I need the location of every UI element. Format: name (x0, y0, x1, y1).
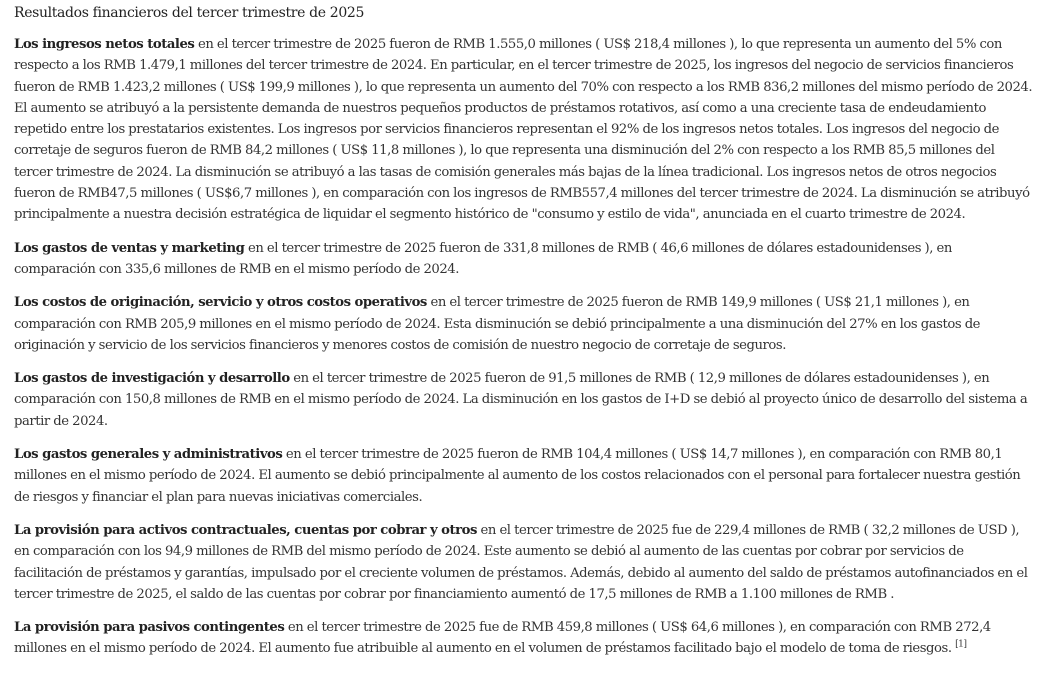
paragraph-lead: Los gastos generales y administrativos (14, 447, 283, 463)
paragraph-general-administrative (14, 444, 1033, 508)
paragraph-body: en el tercer trimestre de 2025 fue de 229,4 millones de RMB ( 32,2 millones de USD ), en comparación con los 94,9 millones de RMB del mismo período de 2024. Este aumento se debió al aumento de las cuentas por cobrar por servicios de facilitación de préstamos y garantías, impulsado por el creciente volumen de préstamos. Además, debido al aumento del saldo de préstamos autofinanciados en el tercer trimestre de 2025, el saldo de las cuentas por cobrar por financiamiento aumentó de 17,5 millones de RMB a 1.100 millones de RMB . (14, 522, 1028, 602)
section-title: Resultados financieros del tercer trimestre de 2025 (14, 5, 365, 21)
paragraph-lead: Los gastos de ventas y marketing (14, 240, 245, 256)
paragraph-origination-costs (14, 292, 1033, 356)
paragraph-lead: Los gastos de investigación y desarrollo (14, 371, 290, 387)
paragraph-body: en el tercer trimestre de 2025 fueron de RMB 1.555,0 millones ( US$ 218,4 millones ), lo que representa un aumento del 5% con respecto a los RMB 1.479,1 millones del tercer trimestre de 2024. En particular, en el tercer trimestre de 2025, los ingresos del negocio de servicios financieros fueron de RMB 1.423,2 millones ( US$ 199,9 millones ), lo que representa un aumento del 70% con respecto a los RMB 836,2 millones del mismo período de 2024. El aumento se atribuyó a la persistente demanda de nuestros pequeños productos de préstamos rotativos, así como a una creciente tasa de endeudamiento repetido entre los prestatarios existentes. Los ingresos por servicios financieros representan el 92% de los ingresos netos totales. Los ingresos del negocio de corretaje de seguros fueron de RMB 84,2 millones ( US$ 11,8 millones ), lo que representa una disminución del 2% con respecto a los RMB 85,5 millones del tercer trimestre de 2024. La disminución se atribuyó a las tasas de comisión generales más bajas de la línea tradicional. Los ingresos netos de otros negocios fueron de RMB47,5 millones ( US$6,7 millones ), en comparación con los ingresos de RMB557,4 millones del tercer trimestre de 2024. La disminución se atribuyó principalmente a nuestra decisión estratégica de liquidar el segmento histórico de "consumo y estilo de vida", anunciada en el cuarto trimestre de 2024. (14, 37, 1033, 223)
paragraph-sales-marketing (14, 238, 1033, 281)
paragraph-body: en el tercer trimestre de 2025 fueron de 331,8 millones de RMB ( 46,6 millones de dólares estadounidenses ), en comparación con 335,6 millones de RMB en el mismo período de 2024. (14, 240, 952, 277)
paragraph-body: en el tercer trimestre de 2025 fueron de 91,5 millones de RMB ( 12,9 millones de dólares estadounidenses ), en comparación con 150,8 millones de RMB en el mismo período de 2024. La disminución en los gastos de I+D se debió al proyecto único de desarrollo del sistema a partir de 2024. (14, 371, 1028, 429)
paragraph-provision-contract-assets (14, 520, 1033, 605)
paragraph-lead: Los costos de originación, servicio y otros costos operativos (14, 295, 427, 311)
paragraph-lead: La provisión para pasivos contingentes (14, 620, 285, 636)
paragraph-research-development (14, 368, 1033, 432)
paragraph-provision-contingent-liabilities (14, 617, 1033, 660)
paragraph-lead: La provisión para activos contractuales, cuentas por cobrar y otros (14, 522, 477, 538)
footnote-reference-link[interactable]: [1] (955, 640, 967, 651)
paragraph-body: en el tercer trimestre de 2025 fue de RMB 459,8 millones ( US$ 64,6 millones ), en comparación con RMB 272,4 millones en el mismo período de 2024. El aumento fue atribuible al aumento en el volumen de préstamos facilitado bajo el modelo de toma de riesgos. (14, 620, 991, 657)
paragraph-body: en el tercer trimestre de 2025 fueron de RMB 149,9 millones ( US$ 21,1 millones ), en comparación con RMB 205,9 millones en el mismo período de 2024. Esta disminución se debió principalmente a una disminución del 27% en los gastos de originación y servicio de los servicios financieros y menores costos de comisión de nuestro negocio de corretaje de seguros. (14, 295, 981, 353)
paragraph-body: en el tercer trimestre de 2025 fueron de RMB 104,4 millones ( US$ 14,7 millones ), en comparación con RMB 80,1 millones en el mismo período de 2024. El aumento se debió principalmente al aumento de los costos relacionados con el personal para fortalecer nuestra gestión de riesgos y financiar el plan para nuevas iniciativas comerciales. (14, 447, 1021, 505)
paragraph-lead: Los ingresos netos totales (14, 37, 195, 52)
paragraph-net-revenue (14, 34, 1033, 226)
